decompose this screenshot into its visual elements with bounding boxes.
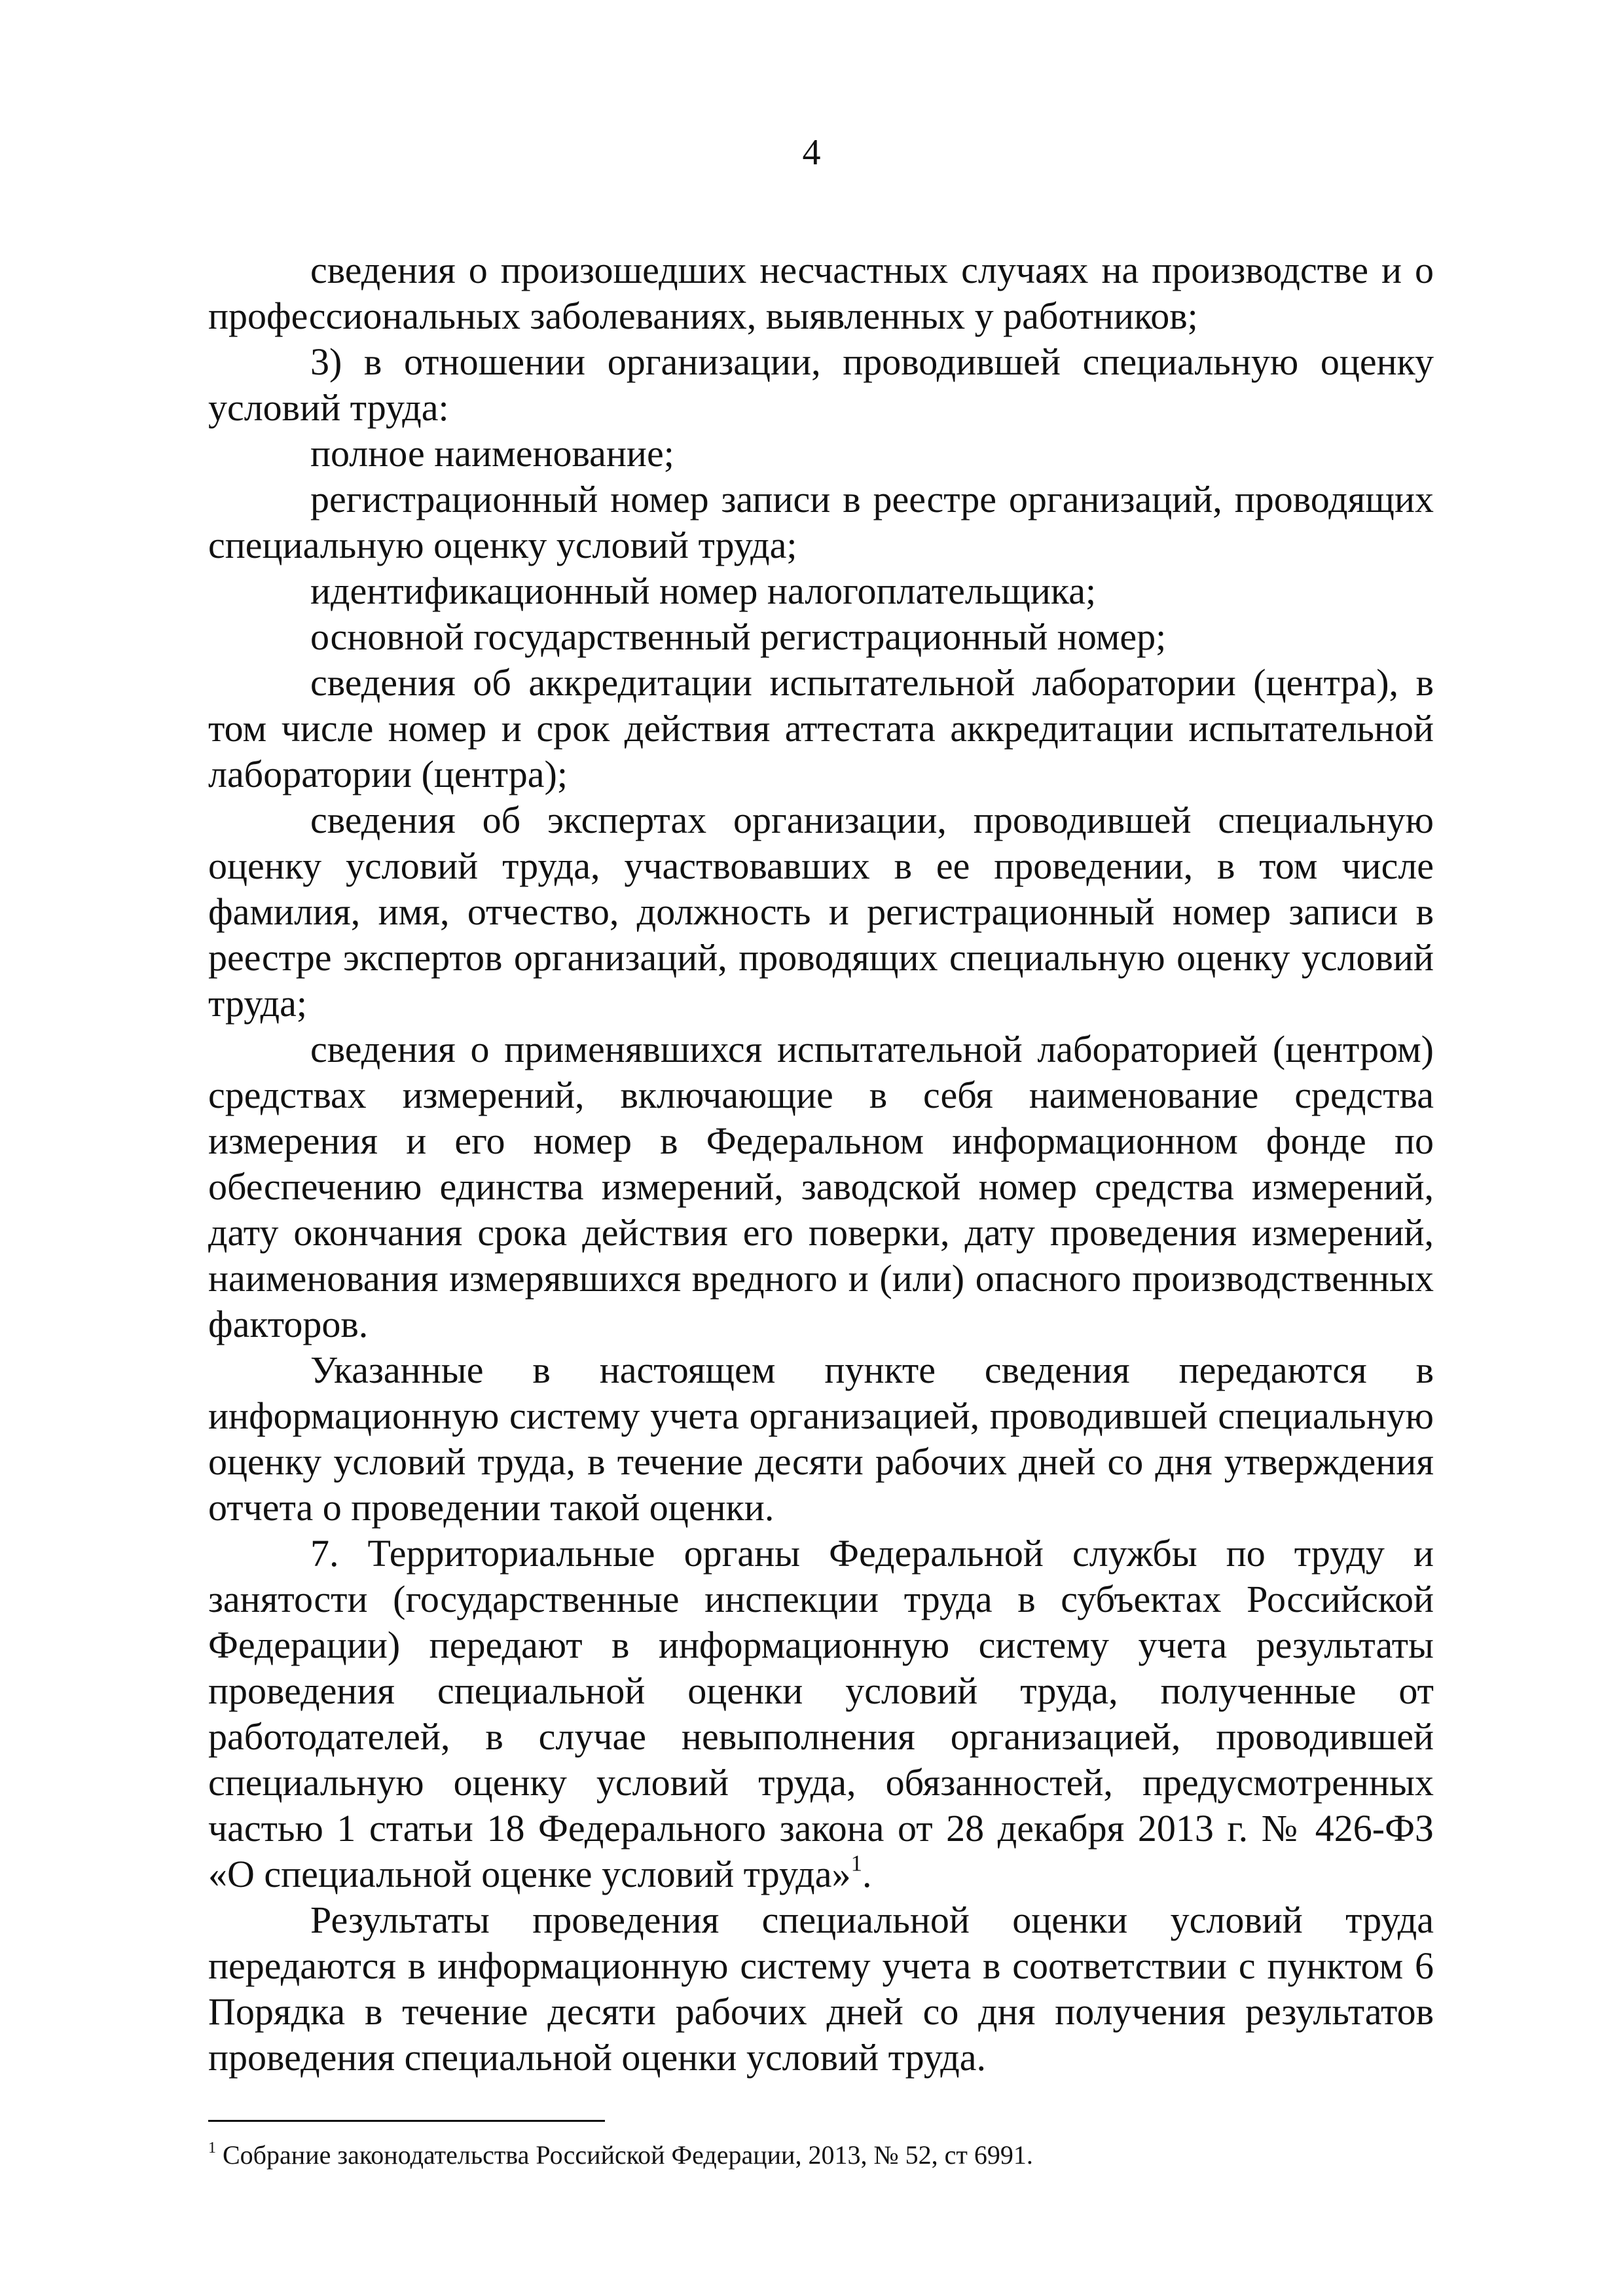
paragraph-registration-number: регистрационный номер записи в реестре организаций, проводящих специальную оценку условий труда; — [208, 478, 1434, 566]
paragraph-item-7-text: 7. Территориальные органы Федеральной службы по труду и занятости (государственные инспекции труда в субъектах Российской Федерации) передают в информационную систему учета результаты проведения специальной оценки условий труда, полученные от работодателей, в случае невыполнения организацией, проводившей специальную оценку условий труда, обязанностей, предусмотренных частью 1 статьи 18 Федерального закона от 28 декабря 2013 г. № 426-ФЗ «О специальной оценке условий труда» — [208, 1532, 1434, 1895]
paragraph-item-7 — [208, 1531, 1434, 1897]
footnote-text: Собрание законодательства Российской Федерации, 2013, № 52, ст 6991. — [223, 2140, 1033, 2170]
paragraph-tax-id: идентификационный номер налогоплательщика; — [310, 570, 1097, 612]
paragraph-results-transfer: Результаты проведения специальной оценки условий труда передаются в информационную систему учета в соответствии с пунктом 6 Порядка в течение десяти рабочих дней со дня получения результатов проведения специальной оценки условий труда. — [208, 1899, 1434, 2079]
paragraph-measurement-tools: сведения о применявшихся испытательной лабораторией (центром) средствах измерений, включающие в себя наименование средства измерения и его номер в Федеральном информационном фонде по обеспечению единства измерений, заводской номер средства измерений, дату окончания срока действия его поверки, дату проведения измерений, наименования измерявшихся вредного и (или) опасного производственных факторов. — [208, 1028, 1434, 1345]
paragraph-ogrn: основной государственный регистрационный номер; — [310, 615, 1167, 658]
paragraph-full-name: полное наименование; — [310, 432, 674, 475]
paragraph-transfer-deadline: Указанные в настоящем пункте сведения передаются в информационную систему учета организацией, проводившей специальную оценку условий труда, в течение десяти рабочих дней со дня утверждения отчета о проведении такой оценки. — [208, 1349, 1434, 1529]
footnote — [208, 2136, 1434, 2175]
paragraph-accident-info: сведения о произошедших несчастных случаях на производстве и о профессиональных заболеваниях, выявленных у работников; — [208, 249, 1434, 337]
page-number: 4 — [802, 132, 821, 173]
footnote-marker: 1 — [208, 2140, 216, 2157]
footnote-separator — [208, 2120, 605, 2122]
paragraph-accreditation: сведения об аккредитации испытательной лаборатории (центра), в том числе номер и срок действия аттестата аккредитации испытательной лаборатории (центра); — [208, 661, 1434, 795]
footnote-reference: 1 — [850, 1850, 862, 1876]
paragraph-item-3: 3) в отношении организации, проводившей специальную оценку условий труда: — [208, 340, 1434, 429]
paragraph-item-7-suffix: . — [862, 1853, 872, 1895]
document-body — [208, 247, 1434, 2081]
paragraph-experts: сведения об экспертах организации, проводившей специальную оценку условий труда, участвовавших в ее проведении, в том числе фамилия, имя, отчество, должность и регистрационный номер записи в реестре экспертов организаций, проводящих специальную оценку условий труда; — [208, 799, 1434, 1025]
